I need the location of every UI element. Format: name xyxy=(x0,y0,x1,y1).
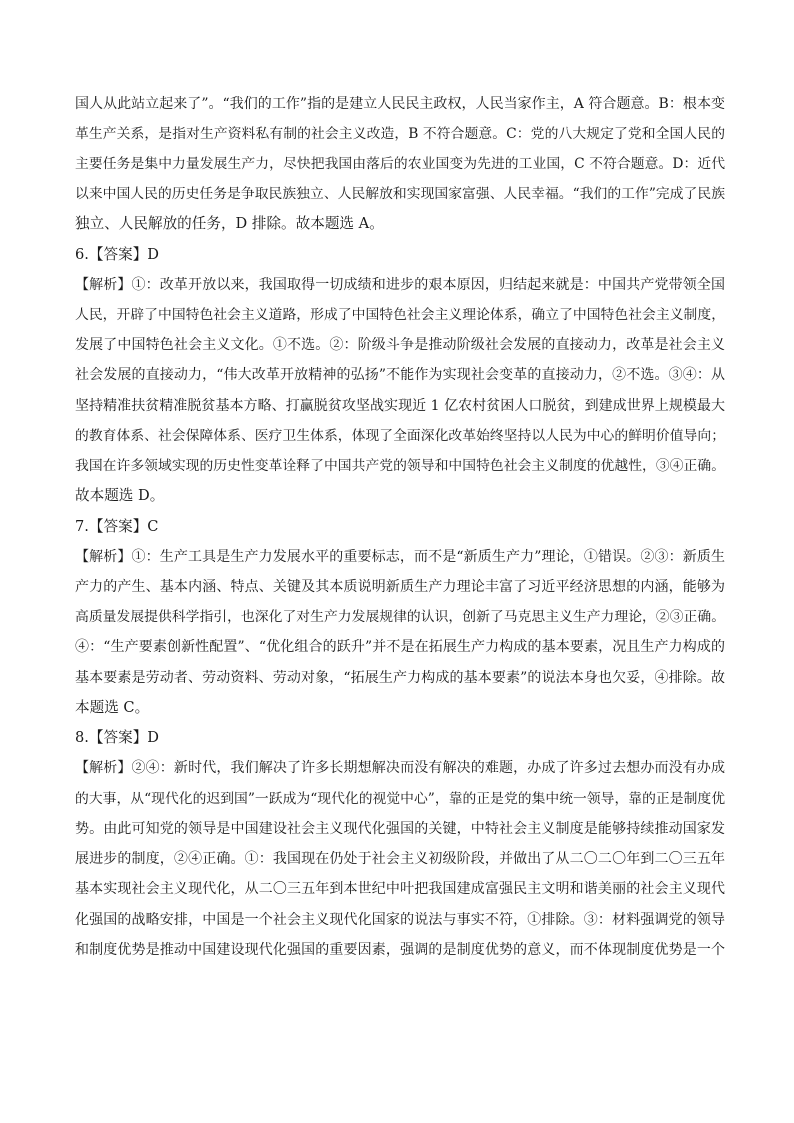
answer-heading-8: 8.【答案】D xyxy=(75,729,159,746)
text-line: 革生产关系，是指对生产资料私有制的社会主义改造，B 不符合题意。C：党的八大规定了党和全国人民的 xyxy=(75,126,725,142)
text-line: 人民，开辟了中国特色社会主义道路，形成了中国特色社会主义理论体系，确立了中国特色社会主义制度， xyxy=(75,307,725,323)
text-line: 基本要素是劳动者、劳动资料、劳动对象，“拓展生产力构成的基本要素”的说法本身也欠妥，④排除。故 xyxy=(75,670,725,686)
text-line: 【解析】②④：新时代，我们解决了许多长期想解决而没有解决的难题，办成了许多过去想办而没有办成 xyxy=(75,760,725,776)
text-line: 我国在许多领域实现的历史性变革诠释了中国共产党的领导和中国特色社会主义制度的优越性，③④正确。 xyxy=(75,458,725,474)
answer-heading-7: 7.【答案】C xyxy=(75,518,159,535)
text-line: 社会发展的直接动力，“伟大改革开放精神的弘扬”不能作为实现社会变革的直接动力，②不选。③④：从 xyxy=(75,367,725,383)
text-line: 主要任务是集中力量发展生产力，尽快把我国由落后的农业国变为先进的工业国，C 不符合题意。D：近代 xyxy=(75,156,725,172)
text-line: 和制度优势是推动中国建设现代化强国的重要因素，强调的是制度优势的意义，而不体现制度优势是一个 xyxy=(75,942,725,958)
text-line: 发展了中国特色社会主义文化。①不选。②：阶级斗争是推动阶级社会发展的直接动力，改革是社会主义 xyxy=(75,337,725,353)
text-line: 本题选 C。 xyxy=(75,699,150,716)
text-line: 产力的产生、基本内涵、特点、关键及其本质说明新质生产力理论丰富了习近平经济思想的内涵，能够为 xyxy=(75,579,725,595)
text-line: 【解析】①：生产工具是生产力发展水平的重要标志，而不是“新质生产力”理论，①错误。②③：新质生 xyxy=(75,549,725,565)
text-line: 独立、人民解放的任务，D 排除。故本题选 A。 xyxy=(75,215,384,232)
text-line: 化强国的战略安排，中国是一个社会主义现代化国家的说法与事实不符，①排除。③：材料强调党的领导 xyxy=(75,912,725,928)
text-line: 坚持精准扶贫精准脱贫基本方略、打赢脱贫攻坚战实现近 1 亿农村贫困人口脱贫，到建成世界上规模最大 xyxy=(75,398,725,414)
answer-heading-6: 6.【答案】D xyxy=(75,246,159,263)
text-line: 基本实现社会主义现代化，从二〇三五年到本世纪中叶把我国建成富强民主文明和谐美丽的社会主义现代 xyxy=(75,881,725,897)
text-line: 势。由此可知党的领导是中国建设社会主义现代化强国的关键，中特社会主义制度是能够持续推动国家发 xyxy=(75,821,725,837)
text-line: 以来中国人民的历史任务是争取民族独立、人民解放和实现国家富强、人民幸福。“我们的工作”完成了民族 xyxy=(75,186,725,202)
text-line: 国人从此站立起来了”。“我们的工作”指的是建立人民民主政权，人民当家作主，A 符合题意。B：根本变 xyxy=(75,96,725,112)
text-line: 高质量发展提供科学指引，也深化了对生产力发展规律的认识，创新了马克思主义生产力理论，②③正确。 xyxy=(75,609,725,625)
text-line: ④：“生产要素创新性配置”、“优化组合的跃升”并不是在拓展生产力构成的基本要素，况且生产力构成的 xyxy=(75,639,725,655)
text-line: 故本题选 D。 xyxy=(75,487,165,504)
text-line: 的教育体系、社会保障体系、医疗卫生体系，体现了全面深化改革始终坚持以人民为中心的鲜明价值导向； xyxy=(75,428,725,444)
text-line: 【解析】①：改革开放以来，我国取得一切成绩和进步的艰本原因，归结起来就是：中国共产党带领全国 xyxy=(75,277,725,293)
text-line: 展进步的制度，②④正确。①：我国现在仍处于社会主义初级阶段，并做出了从二〇二〇年到二〇三五年 xyxy=(75,851,725,867)
text-line: 的大事，从“现代化的迟到国”一跃成为“现代化的视觉中心”，靠的正是党的集中统一领导，靠的正是制度优 xyxy=(75,791,725,807)
